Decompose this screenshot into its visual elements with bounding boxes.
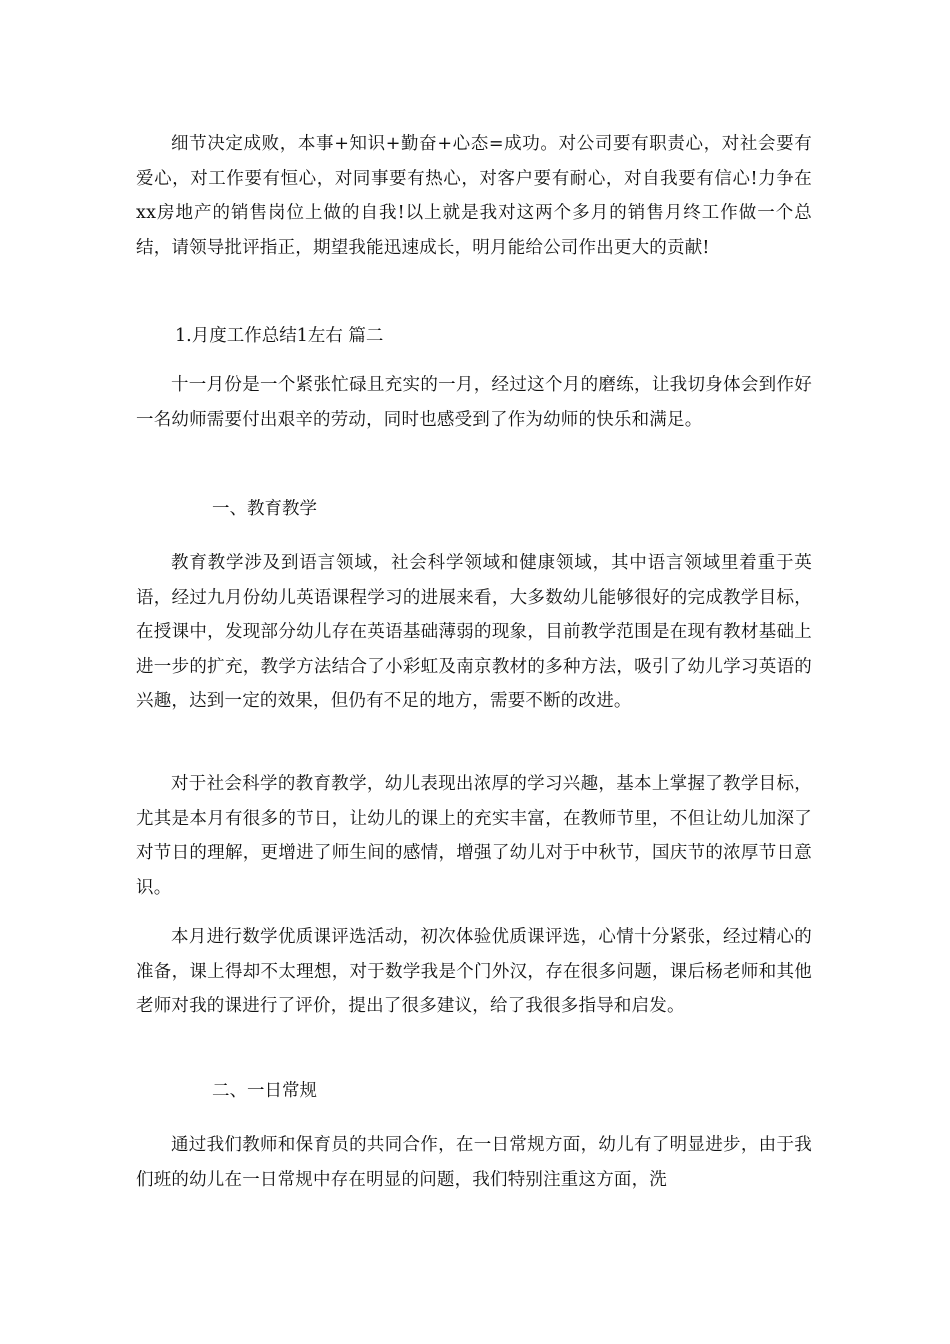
paragraph-text: 通过我们教师和保育员的共同合作，在一日常规方面，幼儿有了明显进步，由于我们班的幼儿在一日常规中存在明显的问题，我们特别注重这方面，洗 [136,1135,812,1190]
paragraph-text: 对于社会科学的教育教学，幼儿表现出浓厚的学习兴趣，基本上掌握了教学目标，尤其是本月有很多的节日，让幼儿的课上的充实丰富，在教师节里，不但让幼儿加深了对节日的理解，更增进了师生间的感情，增强了幼儿对于中秋节，国庆节的浓厚节日意识。 [136,774,812,898]
paragraph-intro [136,368,812,437]
section-heading-teaching: 一、教育教学 [212,499,317,519]
paragraph-text: 教育教学涉及到语言领域，社会科学领域和健康领域，其中语言领域里着重于英语，经过九月份幼儿英语课程学习的进展来看，大多数幼儿能够很好的完成教学目标，在授课中，发现部分幼儿存在英语基础薄弱的现象，目前教学范围是在现有教材基础上进一步的扩充，教学方法结合了小彩虹及南京教材的多种方法，吸引了幼儿学习英语的兴趣，达到一定的效果，但仍有不足的地方，需要不断的改进。 [136,553,812,711]
paragraph-text: 本月进行数学优质课评选活动，初次体验优质课评选，心情十分紧张，经过精心的准备，课上得却不太理想，对于数学我是个门外汉，存在很多问题，课后杨老师和其他老师对我的课进行了评价，提出了很多建议，给了我很多指导和启发。 [136,927,812,1016]
paragraph-math-lesson [136,920,812,1024]
section-heading-daily-routine: 二、一日常规 [212,1081,317,1101]
paragraph-text: 十一月份是一个紧张忙碌且充实的一月，经过这个月的磨练，让我切身体会到作好一名幼师需要付出艰辛的劳动，同时也感受到了作为幼师的快乐和满足。 [136,375,812,430]
paragraph-social-science [136,767,812,905]
article-title: 1.月度工作总结1左右 篇二 [175,326,384,346]
paragraph-teaching [136,546,812,719]
paragraph-text: 细节决定成败，本事+知识+勤奋+心态=成功。对公司要有职责心，对社会要有爱心，对工作要有恒心，对同事要有热心，对客户要有耐心，对自我要有信心!力争在xx房地产的销售岗位上做的自我!以上就是我对这两个多月的销售月终工作做一个总结，请领导批评指正，期望我能迅速成长，明月能给公司作出更大的贡献! [136,134,812,258]
paragraph-daily-routine [136,1128,812,1197]
paragraph-conclusion [136,127,812,265]
